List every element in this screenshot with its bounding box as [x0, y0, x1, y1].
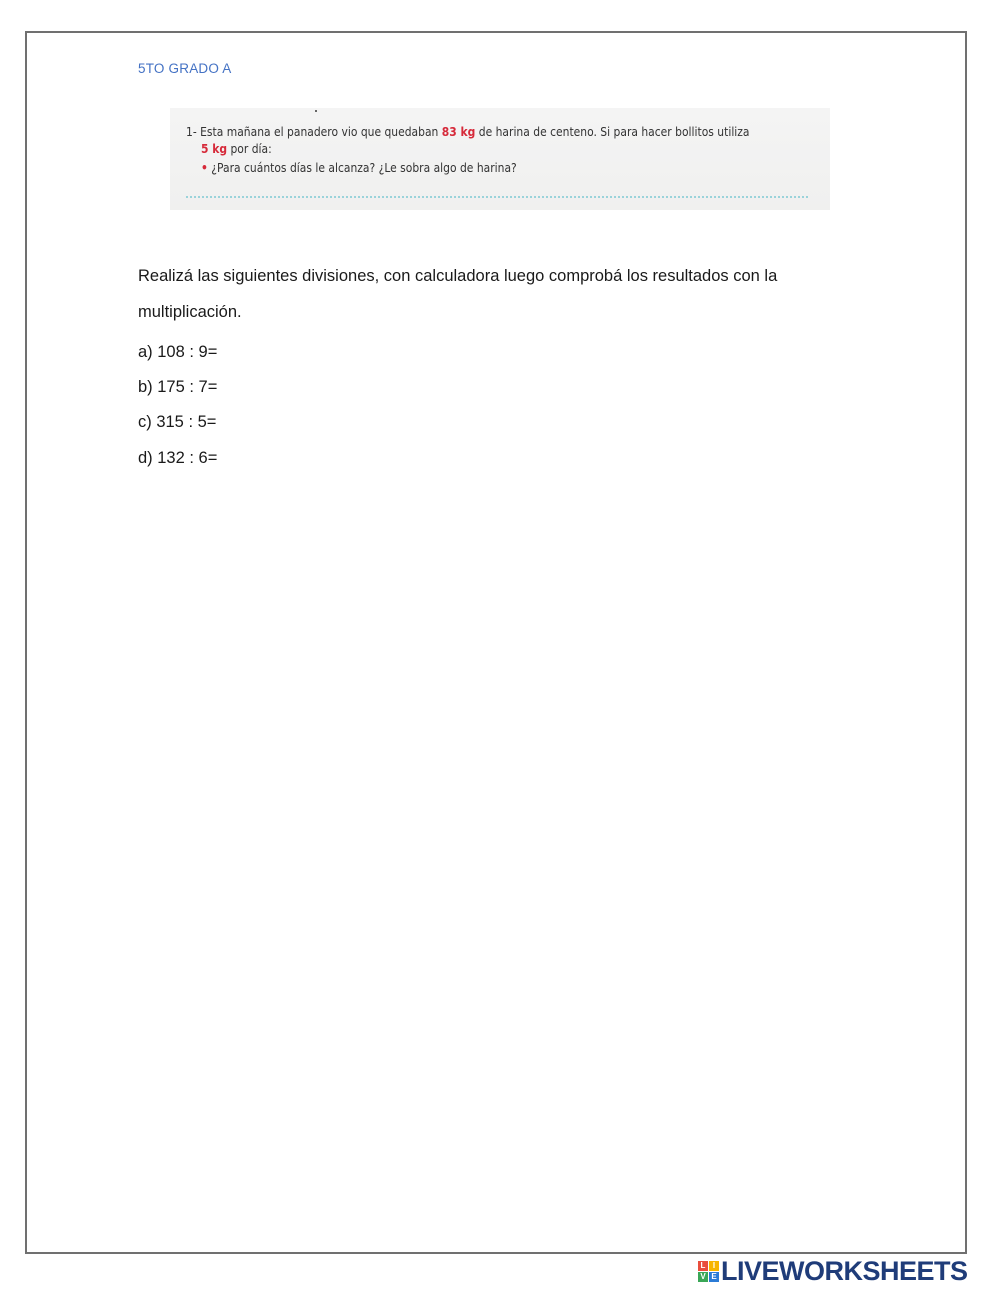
- watermark-text: LIVEWORKSHEETS: [721, 1255, 968, 1286]
- exercise-a: a) 108 : 9=: [138, 343, 218, 361]
- exercise-b: b) 175 : 7=: [138, 378, 218, 396]
- exercise-c: c) 315 : 5=: [138, 413, 217, 431]
- instructions-text: Realizá las siguientes divisiones, con calculadora luego comprobá los resultados con la multiplicación.: [138, 267, 778, 321]
- problem-line-1: [186, 124, 750, 139]
- problem-question: [201, 160, 517, 175]
- liveworksheets-logo-icon: [698, 1261, 719, 1282]
- problem-question-text: ¿Para cuántos días le alcanza? ¿Le sobra algo de harina?: [207, 160, 517, 175]
- logo-letter-i: I: [709, 1261, 719, 1271]
- logo-letter-l: L: [698, 1261, 708, 1271]
- problem-line-2: [201, 141, 272, 156]
- page-header-label: 5TO GRADO A: [138, 61, 232, 76]
- problem-quantity-5kg: 5 kg: [201, 141, 228, 156]
- problem-image: [170, 108, 830, 210]
- dotted-divider: [186, 196, 808, 198]
- liveworksheets-watermark: [698, 1257, 968, 1285]
- problem-line-1-suffix: de harina de centeno. Si para hacer bollitos utiliza: [475, 124, 750, 139]
- tick-mark: [315, 110, 317, 112]
- logo-letter-e: E: [709, 1272, 719, 1282]
- problem-line-1-prefix: 1- Esta mañana el panadero vio que quedaban: [186, 124, 442, 139]
- page-frame: [25, 31, 967, 1254]
- exercise-d: d) 132 : 6=: [138, 449, 218, 467]
- logo-letter-v: V: [698, 1272, 708, 1282]
- bullet-icon: •: [201, 160, 208, 175]
- problem-quantity-83kg: 83 kg: [441, 124, 476, 139]
- problem-line-2-suffix: por día:: [227, 141, 272, 156]
